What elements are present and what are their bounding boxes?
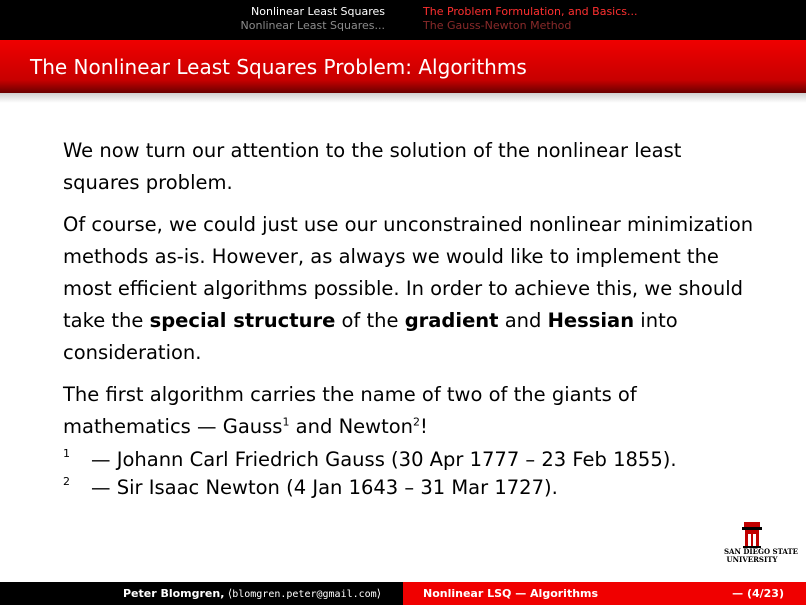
footer-author-bar xyxy=(0,582,403,605)
sdsu-emblem-icon xyxy=(741,522,763,548)
title-shadow xyxy=(0,93,806,103)
university-logo xyxy=(724,522,798,570)
header-section-nav[interactable] xyxy=(0,0,403,40)
footnote-number: 2 xyxy=(63,475,70,488)
frame-title: The Nonlinear Least Squares Problem: Algorithms xyxy=(30,55,527,79)
footer-title-bar xyxy=(403,582,806,605)
footnote-number: 1 xyxy=(63,447,70,460)
emphasis-gradient: gradient xyxy=(404,309,499,332)
header-section-subtitle[interactable]: Nonlinear Least Squares... xyxy=(240,19,385,32)
header-subsection-title[interactable]: The Problem Formulation, and Basics... xyxy=(423,5,638,18)
logo-line-1: SAN DIEGO STATE xyxy=(724,547,798,556)
frame-title-bar xyxy=(0,40,806,93)
header-section-title[interactable]: Nonlinear Least Squares xyxy=(251,5,385,18)
footnote-2 xyxy=(63,474,763,502)
slide-body xyxy=(63,135,763,453)
paragraph-intro: We now turn our attention to the solution of the nonlinear least squares problem. xyxy=(63,139,682,194)
footer-page-number: — (4/23) xyxy=(732,587,784,600)
footnote-ref-1[interactable]: 1 xyxy=(282,415,290,429)
footer-author: Peter Blomgren, ⟨blomgren.peter@gmail.com⟩ xyxy=(122,587,381,600)
footnote-ref-2[interactable]: 2 xyxy=(413,415,421,429)
footnotes xyxy=(63,446,763,502)
logo-line-2: UNIVERSITY xyxy=(726,555,778,564)
emphasis-hessian: Hessian xyxy=(547,309,635,332)
header-bar xyxy=(0,0,806,40)
footnote-text: — Johann Carl Friedrich Gauss (30 Apr 1777 – 23 Feb 1855). xyxy=(91,448,677,471)
emphasis-special-structure: special structure xyxy=(149,309,336,332)
paragraph-gauss-newton: The first algorithm carries the name of two of the giants of mathematics — Gauss$^1$ and Newton$^2$! xyxy=(63,383,637,438)
author-email: blomgren.peter@gmail.com xyxy=(232,589,377,600)
header-subsection-subtitle[interactable]: The Gauss-Newton Method xyxy=(423,19,572,32)
footnote-1 xyxy=(63,446,763,474)
author-name: Peter Blomgren, xyxy=(122,587,225,600)
footnote-text: — Sir Isaac Newton (4 Jan 1643 – 31 Mar 1727). xyxy=(91,476,558,499)
footer-short-title: Nonlinear LSQ — Algorithms xyxy=(423,587,599,600)
header-subsection-nav[interactable] xyxy=(403,0,806,40)
paragraph-structure: Of course, we could just use our unconstrained nonlinear minimization methods as-is. However, as always we would like to implement the most efficient algorithms possible. In order to achieve this, we should take the special structure of the gradient and Hessian into consideration. xyxy=(63,213,754,364)
